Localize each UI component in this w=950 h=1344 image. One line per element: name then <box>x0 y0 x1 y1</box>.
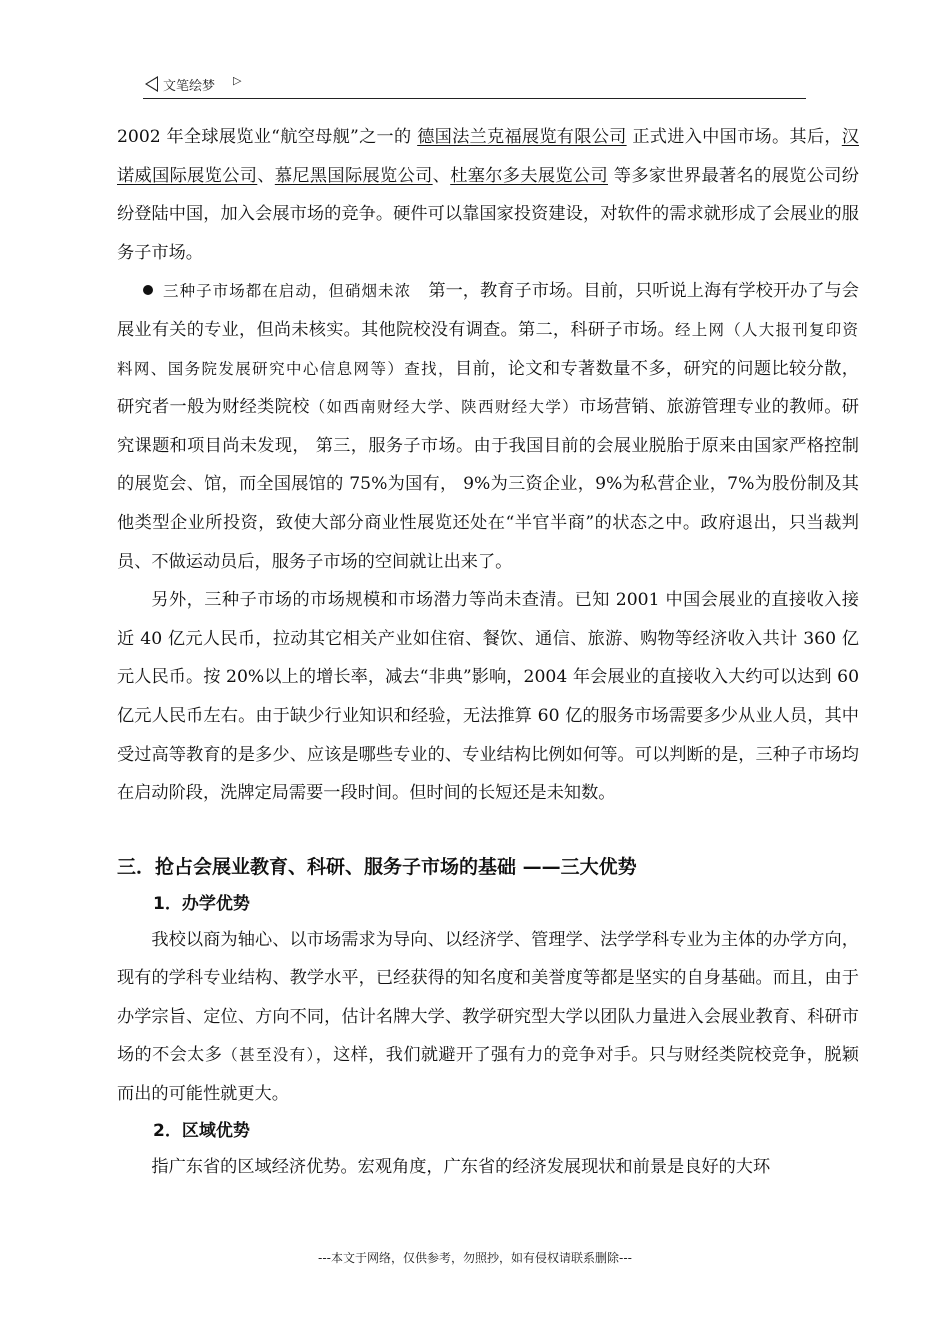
text-span: 正式进入中国市场。其后， <box>626 127 842 147</box>
text-span: 2002 年全球展览业“航空母舰”之一的 <box>117 127 418 147</box>
bullet-title: 三种子市场都在启动，但硝烟未浓 <box>163 282 412 301</box>
text-span: 第一，教育子市场。目前，只听说上海有学校开办了与会展业有关的专业，但尚未核实。其他院校没有调查。第二，科研子市场。 <box>117 281 859 340</box>
triangle-left-icon <box>145 76 158 92</box>
section-title: 三．抢占会展业教育、科研、服务子市场的基础 ——三大优势 <box>117 855 637 878</box>
text-span: 等多家世界最著名的展览公司纷纷登陆中国，加入会展市场的竞争。硬件可以靠国家投资建设，对软件的需求就形成了会展业的服务子市场。 <box>117 165 859 263</box>
link-frankfurt[interactable]: 德国法兰克福展览有限公司 <box>417 127 627 147</box>
text-span: 我校以商为轴心、以市场需求为导向、以经济学、管理学、法学学科专业为主体的办学方向，现有的学科专业结构、教学水平，已经获得的知名度和美誉度等都是坚实的自身基础。而且，由于办学宗旨、定位、方向不同，估计名牌大学、教学研究型大学以团队力量进入会展业教育、科研市场的不会太多 <box>117 929 859 1066</box>
text-span-kai: （如西南财经大学、陕西财经大学） <box>309 398 579 417</box>
link-munich[interactable]: 慕尼黑国际展览公司 <box>274 165 433 186</box>
separator: 、 <box>257 165 275 186</box>
paragraph-school-advantage <box>117 921 859 1114</box>
page-header <box>143 72 806 99</box>
document-body <box>117 118 859 1186</box>
subsection-title-school: 1．办学优势 <box>153 893 250 914</box>
header-brand: 文笔绘梦 <box>163 79 216 94</box>
paragraph-region-advantage: 指广东省的区域经济优势。宏观角度，广东省的经济发展现状和前景是良好的大环 <box>151 1156 771 1177</box>
text-span-kai: （甚至没有） <box>222 1046 316 1065</box>
text-span: 市场营销、旅游管理专业的教师。研究课题和项目尚未发现， 第三，服务子市场。由于我国目前的会展业脱胎于原来由国家严格控制的展览会、馆，而全国展馆的 75%为国有， 9%为三资企业，9%为私营企业，7%为股份制及其他类型企业所投资，致使大部分商业性展览还处在“半官半商”的状态之中。政府退出，只当裁判员、不做运动员后，服务子市场的空间就让出来了。 <box>117 397 859 572</box>
link-hannover[interactable]: 汉诺威国际展览公司 <box>117 127 859 186</box>
link-dusseldorf[interactable]: 杜塞尔多夫展览公司 <box>450 165 608 186</box>
text-span: ，这样，我们就避开了强有力的竞争对手。只与财经类院校竞争，脱颖而出的可能性就更大。 <box>117 1045 859 1105</box>
paragraph-exhibition-companies <box>117 118 859 272</box>
text-span: 目前，论文和专著数量不多，研究的问题比较分散，研究者一般为财经类院校 <box>117 358 859 418</box>
text-span-kai: 经上网（人大报刊复印资料网、国务院发展研究中心信息网等）查找， <box>117 320 859 378</box>
paragraph-three-submarkets <box>117 272 859 581</box>
separator: 、 <box>432 165 451 186</box>
bullet-icon <box>143 285 153 295</box>
page-footer: ---本文于网络，仅供参考，勿照抄，如有侵权请联系删除--- <box>318 1251 632 1265</box>
triangle-right-icon: ▷ <box>233 74 242 87</box>
subsection-title-region: 2．区域优势 <box>153 1120 250 1141</box>
paragraph-market-scale: 另外，三种子市场的市场规模和市场潜力等尚未查清。已知 2001 中国会展业的直接收入接近 40 亿元人民币，拉动其它相关产业如住宿、餐饮、通信、旅游、购物等经济收入共计 360 亿元人民币。按 20%以上的增长率，减去“非典”影响，2004 年会展业的直接收入大约可以达到 60 亿元人民币左右。由于缺少行业知识和经验，无法推算 60 亿的服务市场需要多少从业人员，其中受过高等教育的是多少、应该是哪些专业的、专业结构比例如何等。可以判断的是，三种子市场均在启动阶段，洗牌定局需要一段时间。但时间的长短还是未知数。 <box>117 590 859 804</box>
